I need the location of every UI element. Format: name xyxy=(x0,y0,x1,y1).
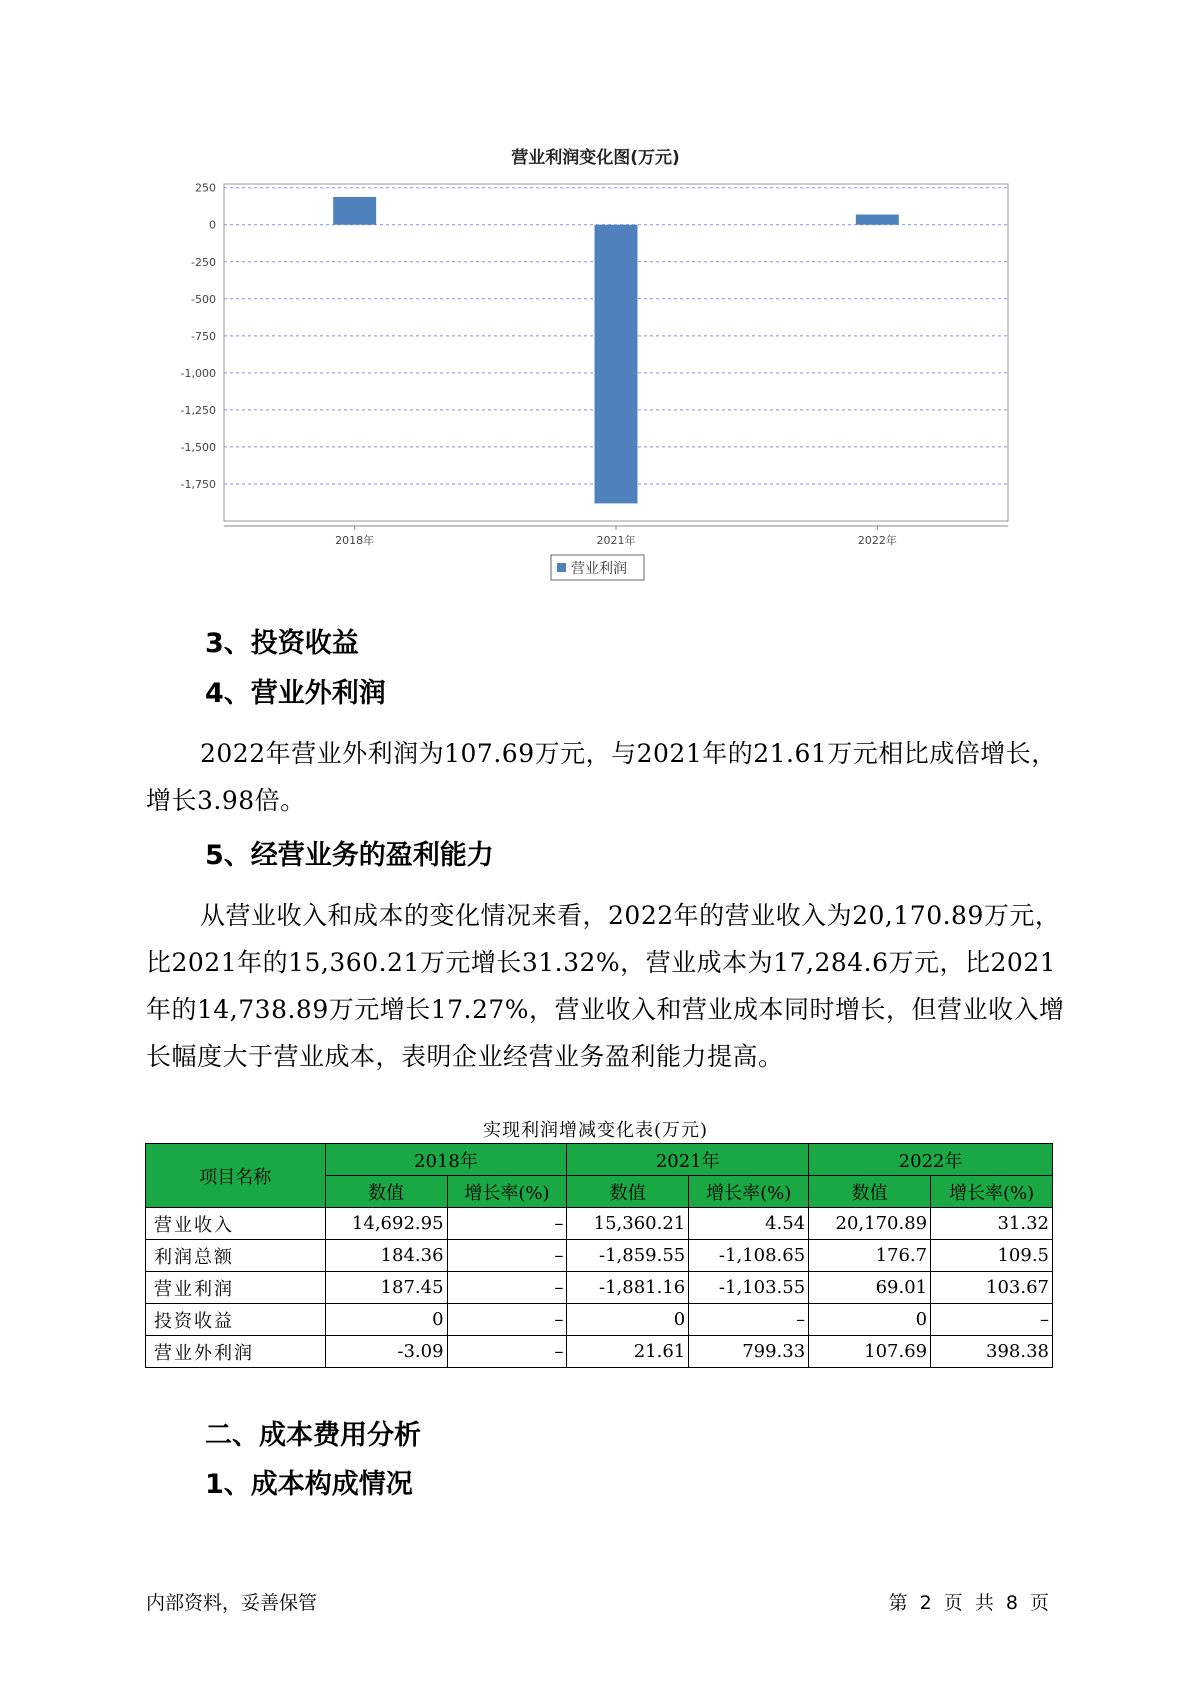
subheader-growth: 增长率(%) xyxy=(931,1176,1053,1208)
bar-2021年 xyxy=(595,225,638,504)
y-tick-label: -1,500 xyxy=(180,440,216,454)
x-tick-label: 2022年 xyxy=(857,534,897,547)
cell: – xyxy=(447,1240,567,1272)
y-tick-label: -500 xyxy=(191,292,216,306)
table-row xyxy=(146,1336,1053,1368)
x-tick-label: 2021年 xyxy=(596,534,636,547)
table-row xyxy=(146,1240,1053,1272)
subheader-value: 数值 xyxy=(567,1176,689,1208)
cell: 69.01 xyxy=(809,1272,931,1304)
y-tick-label: 0 xyxy=(209,218,216,232)
chart-title: 营业利润变化图(万元) xyxy=(511,148,680,168)
heading-non-operating-profit: 4、营业外利润 xyxy=(205,678,386,709)
bar-2018年 xyxy=(333,197,376,225)
row-name: 营业收入 xyxy=(146,1208,326,1240)
cell: 398.38 xyxy=(931,1336,1053,1368)
row-name: 营业外利润 xyxy=(146,1336,326,1368)
subheader-growth: 增长率(%) xyxy=(689,1176,809,1208)
cell: -3.09 xyxy=(325,1336,447,1368)
row-name: 利润总额 xyxy=(146,1240,326,1272)
cell: 109.5 xyxy=(931,1240,1053,1272)
header-year-2018: 2018年 xyxy=(325,1144,567,1176)
subheader-growth: 增长率(%) xyxy=(447,1176,567,1208)
y-tick-label: 250 xyxy=(195,181,216,195)
y-tick-label: -1,000 xyxy=(180,366,216,380)
cell: – xyxy=(447,1336,567,1368)
bar-2022年 xyxy=(856,215,899,225)
cell: 799.33 xyxy=(689,1336,809,1368)
cell: – xyxy=(447,1208,567,1240)
cell: -1,859.55 xyxy=(567,1240,689,1272)
heading-cost-composition: 1、成本构成情况 xyxy=(205,1469,413,1500)
table-row xyxy=(146,1304,1053,1336)
table-row xyxy=(146,1272,1053,1304)
cell: 31.32 xyxy=(931,1208,1053,1240)
header-item-name: 项目名称 xyxy=(146,1144,326,1208)
cell: -1,881.16 xyxy=(567,1272,689,1304)
cell: 107.69 xyxy=(809,1336,931,1368)
cell: 187.45 xyxy=(325,1272,447,1304)
cell: – xyxy=(447,1304,567,1336)
cell: 0 xyxy=(809,1304,931,1336)
cell: – xyxy=(447,1272,567,1304)
legend-swatch xyxy=(557,563,566,572)
y-tick-label: -1,250 xyxy=(180,403,216,417)
paragraph-non-operating-profit: 2022年营业外利润为107.69万元，与2021年的21.61万元相比成倍增长，增长3.98倍。 xyxy=(146,739,1057,815)
cell: – xyxy=(689,1304,809,1336)
heading-profitability: 5、经营业务的盈利能力 xyxy=(205,840,494,871)
y-tick-label: -250 xyxy=(191,255,216,269)
heading-cost-analysis: 二、成本费用分析 xyxy=(205,1420,421,1451)
profit-bar-chart xyxy=(0,0,1191,600)
cell: – xyxy=(931,1304,1053,1336)
cell: 103.67 xyxy=(931,1272,1053,1304)
heading-investment-income: 3、投资收益 xyxy=(205,628,359,659)
table-row xyxy=(146,1208,1053,1240)
cell: 15,360.21 xyxy=(567,1208,689,1240)
header-year-2022: 2022年 xyxy=(809,1144,1053,1176)
cell: 184.36 xyxy=(325,1240,447,1272)
cell: -1,108.65 xyxy=(689,1240,809,1272)
subheader-value: 数值 xyxy=(325,1176,447,1208)
y-tick-label: -750 xyxy=(191,329,216,343)
cell: 21.61 xyxy=(567,1336,689,1368)
row-name: 投资收益 xyxy=(146,1304,326,1336)
header-year-2021: 2021年 xyxy=(567,1144,809,1176)
y-tick-label: -1,750 xyxy=(180,477,216,491)
cell: 14,692.95 xyxy=(325,1208,447,1240)
cell: 4.54 xyxy=(689,1208,809,1240)
legend-label: 营业利润 xyxy=(571,561,627,577)
table-caption: 实现利润增减变化表(万元) xyxy=(482,1120,709,1141)
table-header-row xyxy=(146,1144,1053,1176)
cell: 20,170.89 xyxy=(809,1208,931,1240)
row-name: 营业利润 xyxy=(146,1272,326,1304)
cell: 176.7 xyxy=(809,1240,931,1272)
footer-confidential-note: 内部资料，妥善保管 xyxy=(146,1592,318,1614)
subheader-value: 数值 xyxy=(809,1176,931,1208)
cell: -1,103.55 xyxy=(689,1272,809,1304)
footer-page-number: 第 2 页 共 8 页 xyxy=(888,1592,1049,1614)
cell: 0 xyxy=(325,1304,447,1336)
x-tick-label: 2018年 xyxy=(335,534,375,547)
paragraph-profitability: 从营业收入和成本的变化情况来看，2022年的营业收入为20,170.89万元，比2021年的15,360.21万元增长31.32%，营业成本为17,284.6万元，比2021年的14,738.89万元增长17.27%，营业收入和营业成本同时增长，但营业收入增长幅度大于营业成本，表明企业经营业务盈利能力提高。 xyxy=(146,901,1065,1071)
profit-change-table xyxy=(145,1143,1053,1368)
cell: 0 xyxy=(567,1304,689,1336)
